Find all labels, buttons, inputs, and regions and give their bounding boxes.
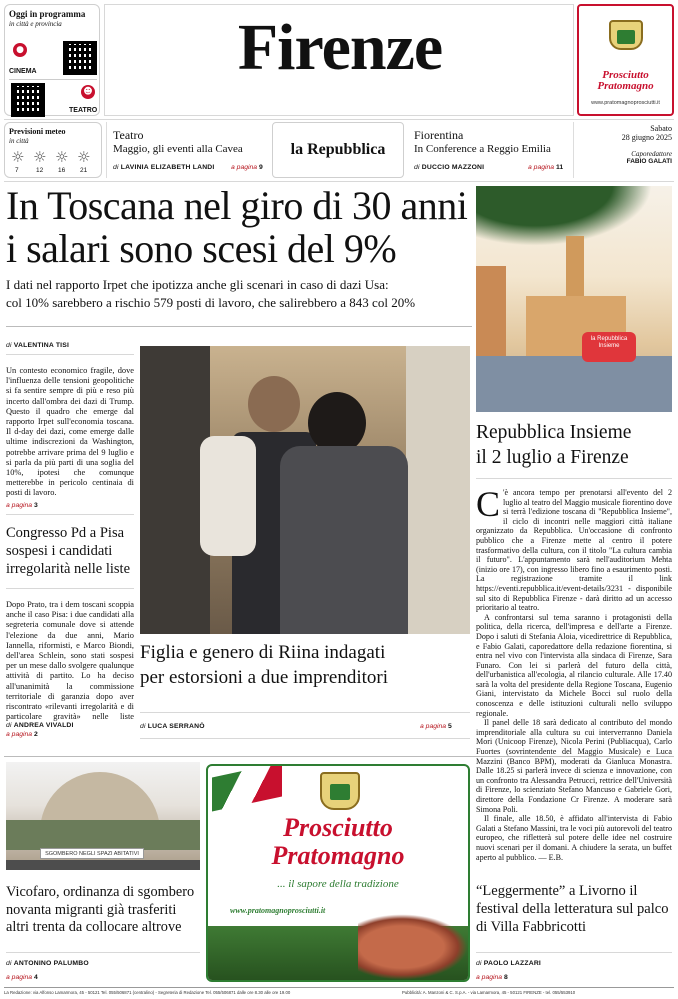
lead-headline-line: i salari sono scesi del 9% — [6, 226, 397, 271]
ad-brand-line1: Prosciutto — [602, 69, 649, 81]
programma-box — [4, 4, 100, 116]
sun-icon: ☼ — [33, 148, 47, 166]
qr-code-icon[interactable] — [11, 83, 45, 117]
meteo-title: Previsioni meteo — [9, 127, 66, 136]
ad-url[interactable]: www.pratomagnoprosciutti.it — [230, 906, 326, 915]
fiorentina-author: DUCCIO MAZZONI — [421, 164, 485, 171]
divider — [9, 79, 97, 80]
divider — [476, 952, 672, 953]
riina-headline[interactable] — [140, 640, 470, 690]
leggermente-byline — [476, 960, 541, 967]
meteo-hour: 16 — [58, 167, 66, 174]
lead-subhead-line: I dati nel rapporto Irpet che ipotizza anche gli scenari in caso di dazi Usa: — [6, 277, 389, 292]
page-number: 5 — [447, 723, 452, 730]
insieme-illustration[interactable] — [476, 186, 672, 412]
insieme-headline-line: Repubblica Insieme — [476, 422, 632, 443]
lead-author: VALENTINA TISI — [13, 342, 70, 349]
meteo-hour: 21 — [80, 167, 88, 174]
vicofaro-headline[interactable]: Vicofaro, ordinanza di sgombero novanta migranti già trasferiti altri trenta da collocare altrove — [6, 884, 195, 935]
meteo-hour: 7 — [15, 167, 19, 174]
teatro-teaser[interactable] — [106, 122, 270, 178]
ham-image — [358, 914, 468, 980]
lead-subhead — [6, 276, 472, 312]
riina-author: LUCA SERRANÒ — [147, 723, 205, 730]
divider — [4, 756, 674, 757]
vicofaro-banner: SGOMBERO NEGLI SPAZI ABITATIVI — [40, 848, 144, 859]
page-label: a pagina — [231, 164, 258, 171]
teatro-page-link[interactable] — [231, 164, 263, 171]
riina-headline-line: per estorsioni a due imprenditori — [140, 667, 388, 688]
footer-redazione: La Redazione: via Alfonso Lamarmora, 45 - 50121 Tel. 055/506871 (centralino) - Segreteria di Redazione Tel. 055/506871 dalle ore 8.30 alle ore 19.00 — [4, 990, 291, 995]
meteo-hour: 12 — [36, 167, 44, 174]
riina-photo[interactable] — [140, 346, 470, 634]
fiorentina-teaser[interactable] — [408, 122, 574, 178]
page-label: a pagina — [6, 731, 33, 738]
lead-subhead-line: col 10% sarebbero a rischio 579 posti di lavoro, che salirebbero a 843 col 20% — [6, 295, 416, 310]
page-number: 9 — [258, 164, 263, 171]
repubblica-logo[interactable]: la Repubblica — [290, 141, 386, 158]
italian-flag-icon — [212, 764, 282, 811]
congresso-body: Dopo Prato, tra i dem toscani scoppia anche il caso Pisa: i due candidati alla segreteria comunale dove si attende l'elezione da due anni, Mario Iannella, riformisti, e Marco Biondi, dell'area Schlein, sono stati sospesi per un mese dallo svolgere qualunque attività di partito. Lo ha deciso all'unanimità la commissione territoriale di garanzia dopo aver riscontrato «rilevanti irregolarità e di particolare gravità» nelle liste — [6, 600, 134, 722]
meteo-sub: in città — [9, 137, 29, 145]
editor-role: Caporedattore — [631, 150, 672, 158]
meteo-box[interactable] — [4, 122, 102, 178]
teatro-section: Teatro — [113, 128, 144, 142]
insieme-body — [476, 488, 672, 898]
masthead-box — [104, 4, 574, 116]
congresso-page-link[interactable] — [6, 731, 38, 738]
insieme-paragraph: Il panel delle 18 sarà dedicato al contributo del mondo imprenditoriale alla cultura su cui interverranno Daniela Mori (Unicoop Firenze), Nicola Perini (Publiacqua), Carlo Fuortes (sovrintendente del Maggio Musicale) e Luca Mazzini (Banco BPM), moderati da Gianluca Monastra. Dalle 18.25 si parlerà invece di scienza e innovazione, con un confronto tra Alessandra Petrucci, rettrice dell'Università di Firenze, lo scienziato Stefano Mancuso e Gabriele Gori, direttore della Fondazione Cr Firenze. A moderare sarà Simona Poli. — [476, 718, 672, 814]
ad-brand-line2: Pratomagno — [597, 80, 654, 92]
byline-prefix: di — [414, 164, 420, 171]
camera-icon: ● — [13, 43, 27, 57]
insieme-headline-line: il 2 luglio a Firenze — [476, 447, 629, 468]
page-number: 11 — [555, 164, 564, 171]
insieme-badge-line: Insieme — [598, 343, 620, 349]
page-number: 3 — [33, 502, 38, 509]
date-box — [578, 124, 672, 178]
masks-icon: ☻ — [81, 85, 95, 99]
ad-title-line1: Prosciutto — [283, 813, 393, 842]
header-ad[interactable] — [577, 4, 674, 116]
teatro-label: TEATRO — [69, 107, 98, 114]
sun-icon: ☼ — [11, 148, 25, 166]
fiorentina-headline: In Conference a Reggio Emilia — [414, 143, 551, 155]
lead-body: Un contesto economico fragile, dove l'influenza delle tensioni geopolitiche si fa sentire sempre di più e reso più incerto dall'ombra dei dazi di Trump. Questo il quadro che emerge dal rapporto Irpet sull'economia toscana. Il d-day dei dazi, come emerge dalle ultime indiscrezioni da Washington, potrebbe arrivare prima del 9 luglio e si parla da più parti di una soglia del 10%, ipotesi che comunque metterebbe in pericolo centinaia di posti di lavoro. — [6, 366, 134, 498]
byline-prefix: di — [6, 960, 12, 967]
page-label: a pagina — [6, 502, 33, 509]
teatro-author: LAVINIA ELIZABETH LANDI — [120, 164, 215, 171]
byline-prefix: di — [113, 164, 119, 171]
leggermente-page-link[interactable] — [476, 974, 508, 981]
byline-prefix: di — [140, 723, 146, 730]
qr-code-icon[interactable] — [63, 41, 97, 75]
lead-headline[interactable] — [6, 184, 472, 270]
ad-tagline: ... il sapore della tradizione — [277, 878, 399, 890]
divider — [6, 354, 134, 355]
sun-icon: ☼ — [55, 148, 69, 166]
congresso-headline[interactable]: Congresso Pd a Pisa sospesi i candidati irregolarità nelle liste — [6, 525, 131, 577]
divider — [6, 326, 472, 327]
divider — [4, 987, 674, 988]
leggermente-headline[interactable]: “Leggermente” a Livorno il festival della letteratura sul palco di Villa Fabbricotti — [476, 883, 669, 935]
page-label: a pagina — [6, 974, 33, 981]
page-label: a pagina — [476, 974, 503, 981]
vicofaro-photo[interactable] — [6, 762, 200, 870]
insieme-paragraph: 'è ancora tempo per prenotarsi all'evento del 2 luglio al teatro del Maggio musicale fiorentino dove si terrà l'edizione toscana di "Repubblica Insieme", il ciclo di incontri nelle maggiori città italiane organizzato da Repubblica. Un'occasione di confronto pubblico che a Firenze mette al centro il potere trasformativo della cultura, con il titolo "La cultura cambia il futuro". L'appuntamento sarà nell'auditorium Mehta (inizio ore 17), con ingresso libero fino a esaurimento posti. La registrazione tramite il link https://eventi.repubblica.it/event-details/3231 - disponibile sul sito di Repubblica Firenze - darà diritto ad un accesso prioritario al teatro. — [476, 488, 672, 613]
riina-byline — [140, 723, 205, 730]
byline-prefix: di — [6, 342, 12, 349]
ad-title-line2: Pratomagno — [271, 841, 405, 870]
ad-url[interactable]: www.pratomagnoprosciutti.it — [591, 100, 660, 106]
page-label: a pagina — [420, 723, 447, 730]
date: 28 giugno 2025 — [621, 133, 672, 142]
congresso-author: ANDREA VIVALDI — [13, 722, 74, 729]
divider — [4, 181, 674, 182]
vicofaro-byline — [6, 960, 89, 967]
page-number: 4 — [33, 974, 38, 981]
vicofaro-page-link[interactable] — [6, 974, 38, 981]
footer-pubblicita: Pubblicità: A. Manzoni & C. S.p.A. - via Lamarmora, 45 - 50121 FIRENZE - tel. 055/553910 — [402, 990, 576, 995]
masthead-title: Firenze — [237, 11, 443, 84]
page-label: a pagina — [528, 164, 555, 171]
dropcap: C — [476, 488, 501, 524]
leggermente-author: PAOLO LAZZARI — [483, 960, 542, 967]
insieme-badge-line: la Repubblica — [590, 336, 628, 342]
page-number: 2 — [33, 731, 38, 738]
divider — [6, 588, 134, 589]
teatro-headline: Maggio, gli eventi alla Cavea — [113, 143, 243, 155]
crest-icon — [320, 772, 360, 810]
byline-prefix: di — [6, 722, 12, 729]
fiorentina-section: Fiorentina — [414, 128, 464, 142]
divider — [476, 478, 672, 479]
riina-page-link[interactable] — [420, 723, 452, 730]
lead-byline — [6, 342, 69, 349]
congresso-byline — [6, 722, 74, 729]
riina-headline-line: Figlia e genero di Riina indagati — [140, 642, 386, 663]
divider — [4, 119, 674, 120]
programma-title: Oggi in programma — [9, 9, 86, 19]
day: Sabato — [650, 124, 672, 133]
divider — [6, 952, 200, 953]
fiorentina-page-link[interactable] — [528, 164, 563, 171]
divider — [6, 514, 134, 515]
sun-icon: ☼ — [77, 148, 91, 166]
insieme-paragraph: Il finale, alle 18.50, è affidato all'intervista di Fabio Galati a Stefano Massini, tra le voci più autorevoli del teatro europeo, che rifletterà sul potere delle idee nel costruire nuovi scenari per il domani. A chiudere la serata, un buffet aperto al pubblico. — E.B. — [476, 814, 672, 862]
lead-headline-line: In Toscana nel giro di 30 anni — [6, 183, 468, 228]
divider — [140, 712, 470, 713]
vicofaro-author: ANTONINO PALUMBO — [13, 960, 89, 967]
editor-name: FABIO GALATI — [626, 158, 672, 165]
insieme-paragraph: A confrontarsi sul tema saranno i protagonisti della politica, della ricerca, dell'impresa e dell'arte a Firenze. Dopo i saluti di Stefania Aloia, vicedirettrice di Repubblica, e Fabio Galati, caporedattore della redazione fiorentina, si entra nel vivo con l'intervista alla sindaca di Firenze, Sara Funaro. Con lei si parlerà del futuro della città, dell'urbanistica all'ecologia, al rilancio culturale. Alle 17.40 sarà la volta del presidente della Regione Toscana, Eugenio Giani, intervistato da Michele Bocci sul ruolo della conoscenza e delle istituzioni culturali nello sviluppo regionale. — [476, 612, 672, 718]
byline-prefix: di — [476, 960, 482, 967]
cinema-label: CINEMA — [9, 68, 37, 75]
prosciutto-ad[interactable] — [206, 764, 470, 982]
crest-icon — [609, 20, 643, 50]
divider — [140, 738, 470, 739]
programma-sub: in città e provincia — [9, 20, 62, 28]
page-number: 8 — [503, 974, 508, 981]
insieme-headline[interactable] — [476, 420, 672, 470]
logo-box — [272, 122, 404, 178]
lead-page-link[interactable] — [6, 502, 38, 509]
